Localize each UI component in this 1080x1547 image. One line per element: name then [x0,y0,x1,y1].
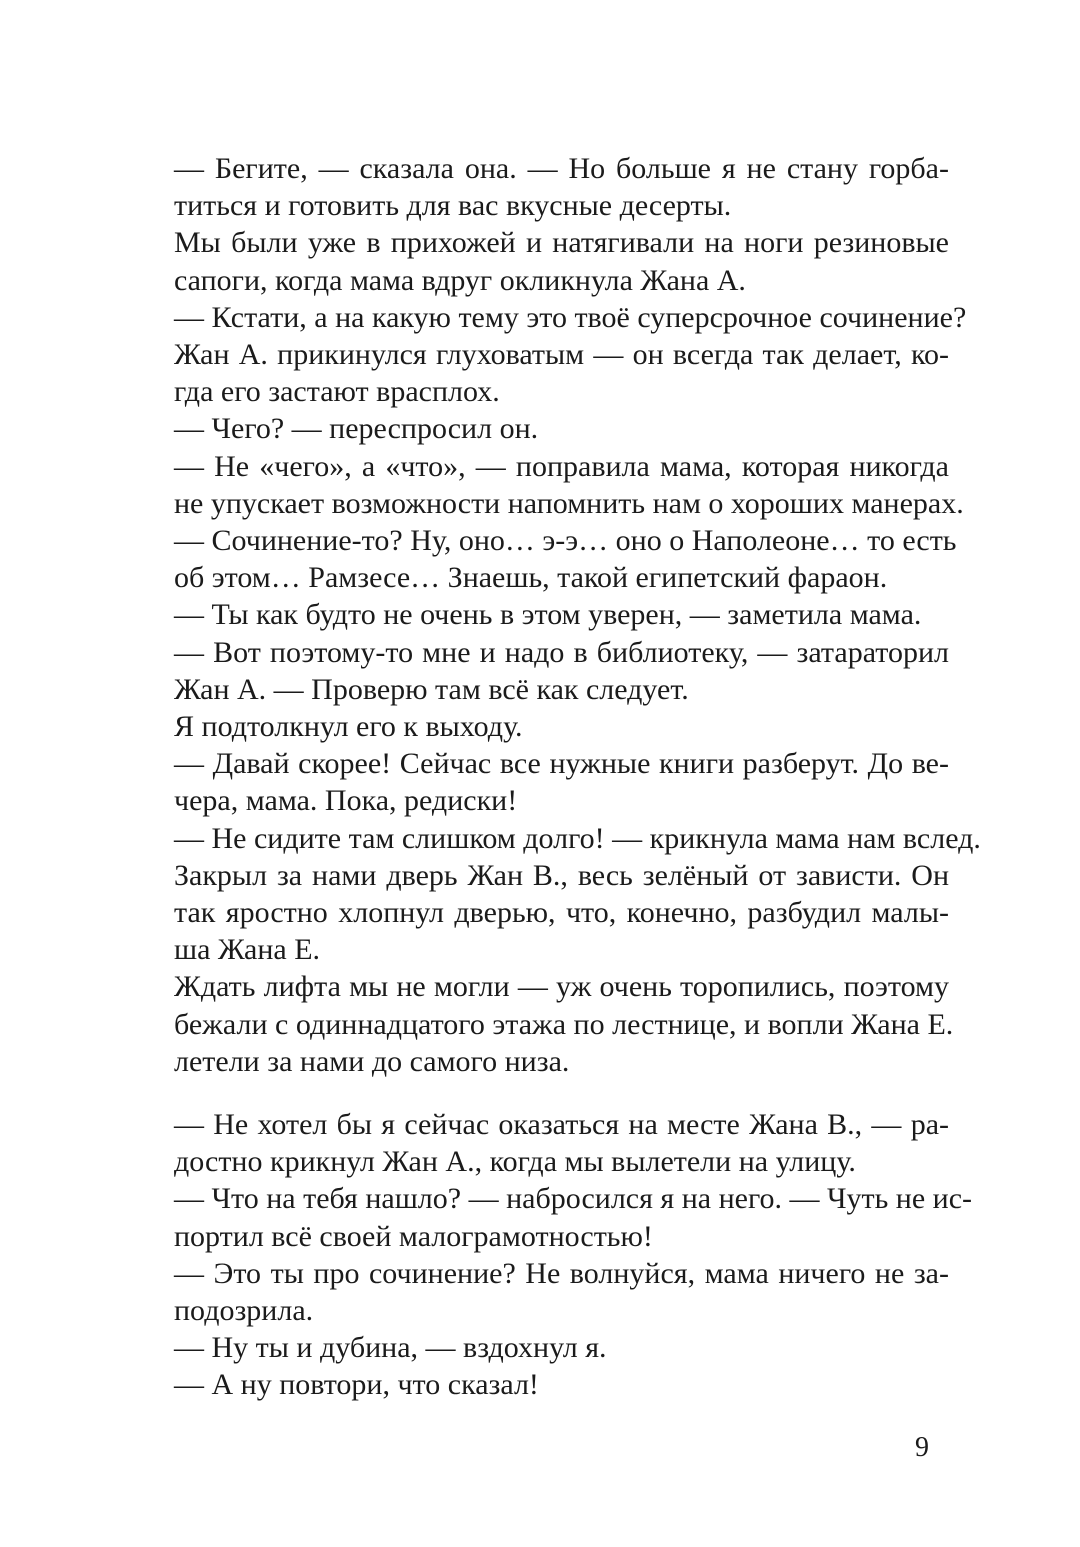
text-line: не упускает возможности напомнить нам о хороших манерах. [174,486,964,520]
paragraph [137,1180,973,1254]
text-line: — Не сидите там слишком долго! — крикнула мама нам вслед. [174,821,981,855]
text-line: Мы были уже в прихожей и натягивали на ноги резиновые [174,226,949,260]
paragraph [137,745,949,819]
text-line: ша Жана Е. [174,933,321,967]
paragraph [137,299,967,336]
text-line: — Что на тебя нашло? — набросился я на него. — Чуть не ис- [174,1182,973,1216]
text-line: — Чего? — переспросил он. [174,412,539,446]
text-line: достно крикнул Жан А., когда мы вылетели на улицу. [174,1145,856,1179]
text-line: так яростно хлопнул дверью, что, конечно, разбудил малы- [174,896,949,930]
text-line: Жан А. — Проверю там всё как следует. [174,672,689,706]
page-number: 9 [915,1432,929,1463]
paragraph [137,634,949,708]
paragraph [137,968,954,1080]
text-line: — Это ты про сочинение? Не волнуйся, мама ничего не за- [174,1256,949,1290]
text-line: — Бегите, — сказала она. — Но больше я не стану горба- [174,152,949,185]
text-line: об этом… Рамзесе… Знаешь, такой египетский фараон. [174,561,888,595]
paragraph [137,224,949,298]
text-line: чера, мама. Пока, редиски! [174,784,518,818]
paragraph [137,1329,949,1366]
paragraph [137,410,949,447]
paragraph [137,1106,949,1180]
text-line: — А ну повтори, что сказал! [174,1368,539,1402]
text-line: портил всё своей малограмотностью! [174,1219,653,1253]
paragraph [137,448,964,522]
text-line: бежали с одиннадцатого этажа по лестнице, и вопли Жана Е. [174,1007,954,1041]
text-line: — Ну ты и дубина, — вздохнул я. [174,1331,607,1365]
text-line: — Кстати, а на какую тему это твоё суперсрочное сочинение? [174,300,967,334]
paragraph [137,1255,949,1329]
paragraph [137,336,949,410]
paragraph [137,596,949,633]
paragraph [137,857,949,969]
text-line: — Давай скорее! Сейчас все нужные книги разберут. До ве- [174,747,949,781]
text-line: Закрыл за нами дверь Жан В., весь зелёный от зависти. Он [174,858,949,892]
text-line: гда его застают врасплох. [174,375,500,409]
text-line: летели за нами до самого низа. [174,1044,570,1078]
text-line: — Вот поэтому-то мне и надо в библиотеку, — затараторил [174,635,949,669]
paragraph [137,820,981,857]
second-text-block [137,1106,973,1404]
text-line: — Сочинение-то? Ну, оно… э-э… оно о Наполеоне… то есть [174,524,957,558]
text-line: — Не «чего», а «что», — поправила мама, которая никогда [174,449,949,483]
text-line: — Не хотел бы я сейчас оказаться на месте Жана В., — ра- [174,1108,949,1141]
text-line: Ждать лифта мы не могли — уж очень торопились, поэтому [174,970,949,1004]
paragraph [137,1366,949,1403]
paragraph [137,150,949,224]
main-text-block [137,150,981,1080]
paragraph [137,708,949,745]
text-line: Я подтолкнул его к выходу. [174,710,523,744]
text-line: сапоги, когда мама вдруг окликнула Жана А. [174,263,746,297]
paragraph [137,522,957,596]
text-line: — Ты как будто не очень в этом уверен, — заметила мама. [174,598,922,632]
text-line: подозрила. [174,1294,314,1328]
text-line: Жан А. прикинулся глуховатым — он всегда так делает, ко- [174,338,949,372]
text-line: титься и готовить для вас вкусные десерты. [174,189,732,223]
